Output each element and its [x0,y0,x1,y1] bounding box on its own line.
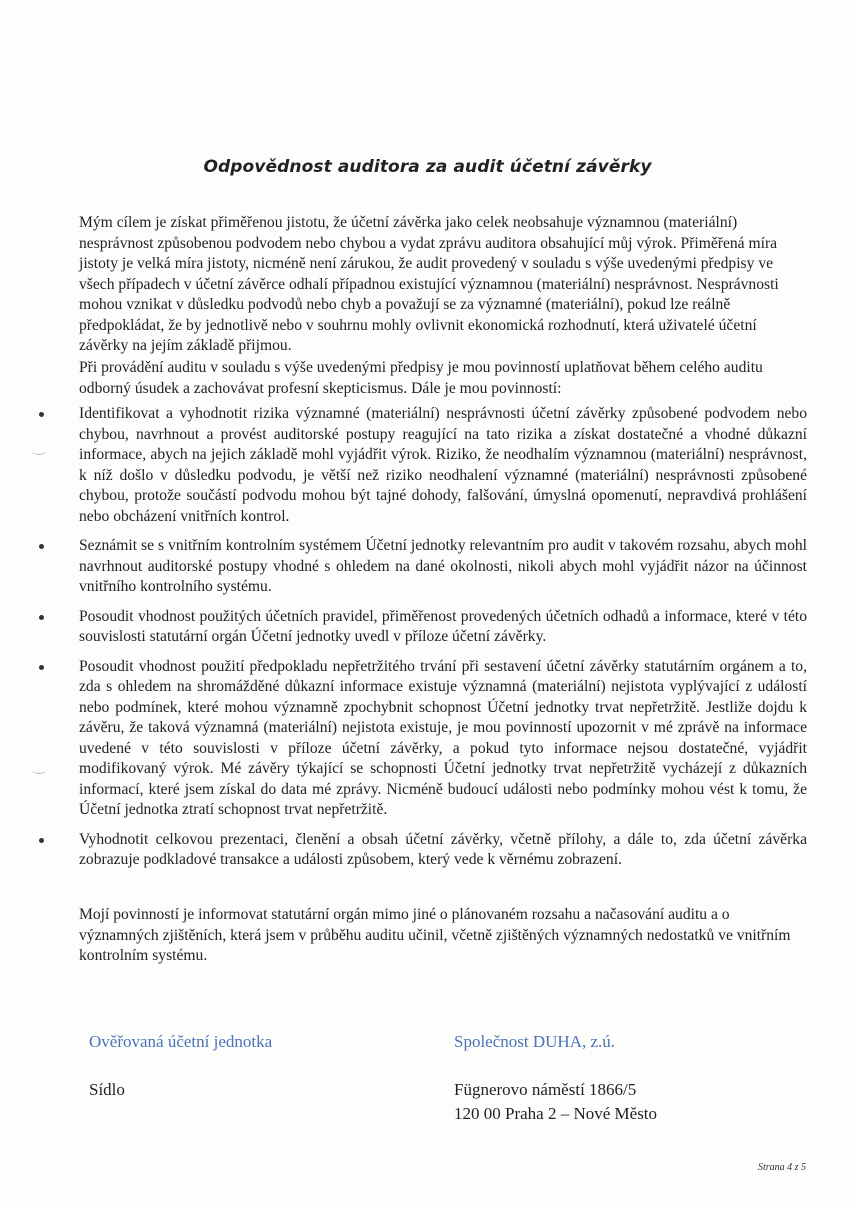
list-item-text: Posoudit vhodnost použití předpokladu nepřetržitého trvání při sestavení účetní závěrky statutárním orgánem a to, zda s ohledem na shromážděné důkazní informace existuje významná (materiální) nejistota vyplývající z událostí nebo podmínek, které mohou významně zpochybnit schopnost Účetní jednotky trvat nepřetržitě. Jestliže dojdu k závěru, že taková významná (materiální) nejistota existuje, je mou povinností upozornit v mé zprávě na informace uvedené v této souvislosti v příloze účetní závěrky, a pokud tyto informace nejsou dostatečné, vyjádřit modifikovaný výrok. Mé závěry týkající se schopnosti Účetní jednotky trvat nepřetržitě vycházejí z důkazních informací, které jsem získal do data mé zprávy. Nicméně budoucí události nebo podmínky mohou vést k tomu, že Účetní jednotka ztratí schopnost trvat nepřetržitě. [79,657,807,818]
bullet-icon [39,544,44,549]
list-item-text: Vyhodnotit celkovou prezentaci, členění a obsah účetní závěrky, včetně přílohy, a dále to, zda účetní závěrka zobrazuje podkladové transakce a události způsobem, který vede k věrnému zobrazení. [79,830,807,868]
list-item-text: Seznámit se s vnitřním kontrolním systémem Účetní jednotky relevantním pro audit v takovém rozsahu, abych mohl navrhnout auditorské postupy vhodné s ohledem na dané okolnosti, nikoli abych mohl vyjádřit názor na účinnost vnitřního kontrolního systému. [79,537,807,595]
bullet-icon [39,615,44,620]
paragraph-reporting-duty: Mojí povinností je informovat statutární orgán mimo jiné o plánovaném rozsahu a načasování auditu a o významných zjištěních, která jsem v průběhu auditu učinil, včetně zjištěných významných nedostatků ve vnitřním kontrolním systému. [79,906,791,964]
list-item [0,657,855,821]
audited-entity-label: Ověřovaná účetní jednotka [89,1032,273,1051]
list-item [0,607,855,648]
audited-entity-name: Společnost DUHA, z.ú. [454,1032,616,1051]
document-title: Odpovědnost auditora za audit účetní závěrky [203,157,652,177]
list-item [0,830,855,871]
address-line-1: Fügnerovo náměstí 1866/5 [454,1080,637,1099]
bullet-icon [39,838,44,843]
list-item [0,404,855,527]
list-item-text: Posoudit vhodnost použitých účetních pravidel, přiměřenost provedených účetních odhadů a informace, které v této souvislosti statutární orgán Účetní jednotky uvedl v příloze účetní závěrky. [79,607,807,645]
seat-label: Sídlo [89,1080,125,1099]
page-number: Strana 4 z 5 [757,1162,806,1173]
paragraph-auditor-duties: Při provádění auditu v souladu s výše uvedenými předpisy je mou povinností uplatňovat během celého auditu odborný úsudek a zachovávat profesní skepticismus. Dále je mou povinností: [79,359,763,397]
paragraph-auditor-goal: Mým cílem je získat přiměřenou jistotu, že účetní závěrka jako celek neobsahuje významnou (materiální) nesprávnost způsobenou podvodem nebo chybou a vydat zprávu auditora obsahující můj výrok. Přiměřená míra jistoty je velká míra jistoty, nicméně není zárukou, že audit provedený v souladu s výše uvedenými předpisy ve všech případech v účetní závěrce odhalí případnou existující významnou (materiální) nesprávnost. Nesprávnosti mohou vznikat v důsledku podvodů nebo chyb a považují se za významné (materiální), pokud lze reálně předpokládat, že by jednotlivě nebo v souhrnu mohly ovlivnit ekonomická rozhodnutí, která uživatelé účetní závěrky na jejím základě přijmou. [79,214,779,354]
bullet-icon [39,665,44,670]
bullet-icon [39,412,44,417]
list-item [0,536,855,598]
address-line-2: 120 00 Praha 2 – Nové Město [454,1104,658,1123]
duties-list [0,404,855,880]
list-item-text: Identifikovat a vyhodnotit rizika významné (materiální) nesprávnosti účetní závěrky způsobené podvodem nebo chybou, navrhnout a provést auditorské postupy reagující na tato rizika a získat dostatečné a vhodné důkazní informace, abych na jejich základě mohl vyjádřit výrok. Riziko, že neodhalím významnou (materiální) nesprávnost, k níž došlo v důsledku podvodu, je větší než riziko neodhalení významné (materiální) nesprávnosti způsobené chybou, protože součástí podvodu mohou být tajné dohody, falšování, úmyslná opomenutí, nepravdivá prohlášení nebo obcházení vnitřních kontrol. [79,405,807,525]
